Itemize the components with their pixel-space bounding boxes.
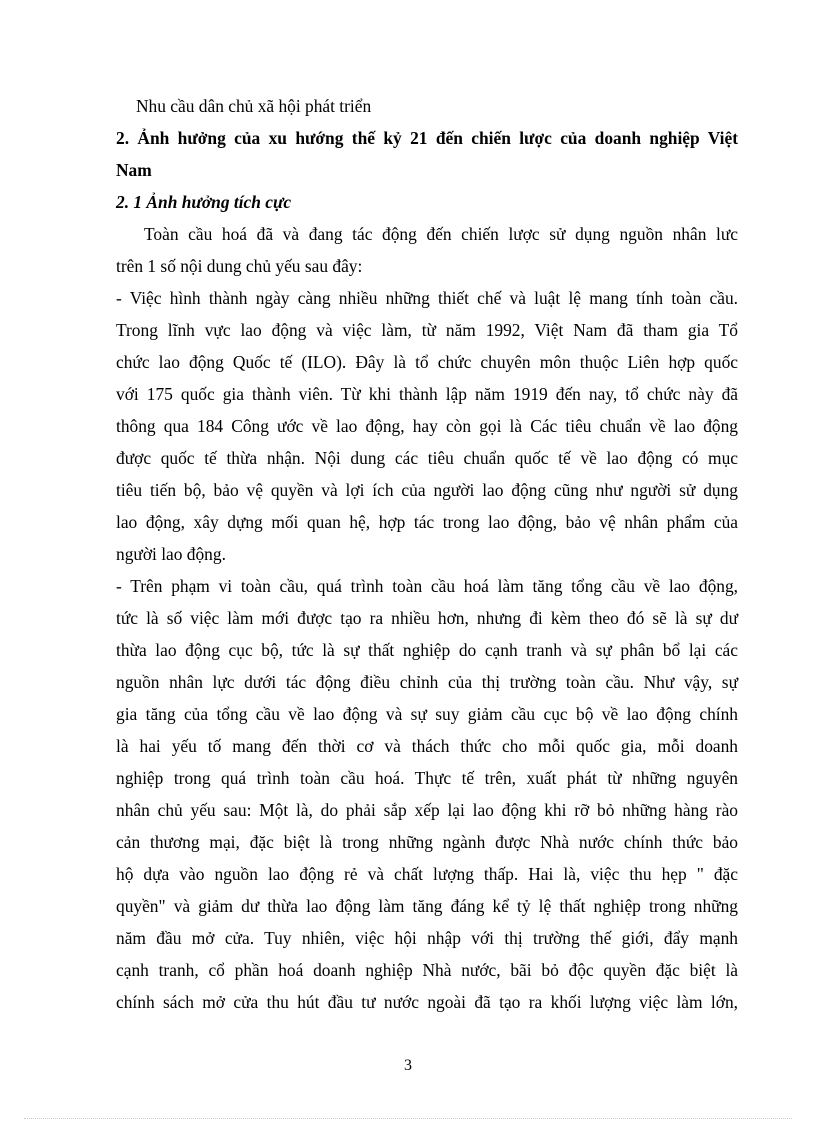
text-line: Trong lĩnh vực lao động và việc làm, từ năm 1992, Việt Nam đã tham gia Tổ [116, 320, 738, 340]
text-line: gia tăng của tổng cầu về lao động và sự suy giảm cầu cục bộ về lao động chính [116, 704, 738, 724]
text-line: với 175 quốc gia thành viên. Từ khi thành lập năm 1919 đến nay, tổ chức này đã [116, 384, 738, 404]
text-line: - Việc hình thành ngày càng nhiều những thiết chế và luật lệ mang tính toàn cầu. [116, 288, 738, 308]
text-line: tức là số việc làm mới được tạo ra nhiều hơn, nhưng đi kèm theo đó sẽ là sự dư [116, 608, 738, 628]
text-line: Nhu cầu dân chủ xã hội phát triển [136, 96, 372, 116]
text-line: thừa lao động cục bộ, tức là sự thất nghiệp do cạnh tranh và sự phân bổ lại các [116, 640, 738, 660]
text-line: trên 1 số nội dung chủ yếu sau đây: [116, 256, 363, 276]
text-line: nghiệp trong quá trình toàn cầu hoá. Thực tế trên, xuất phát từ những nguyên [116, 768, 738, 788]
section-heading: 2. Ảnh hưởng của xu hướng thế kỷ 21 đến chiến lược của doanh nghiệp Việt [116, 128, 738, 148]
text-line: người lao động. [116, 544, 226, 564]
text-line: thông qua 184 Công ước về lao động, hay còn gọi là Các tiêu chuẩn về lao động [116, 416, 738, 436]
text-line: quyền" và giảm dư thừa lao động làm tăng đáng kể tỷ lệ thất nghiệp trong những [116, 896, 738, 916]
text-line: nguồn nhân lực dưới tác động điều chỉnh của thị trường toàn cầu. Như vậy, sự [116, 672, 738, 692]
text-line: chính sách mở cửa thu hút đầu tư nước ngoài đã tạo ra khối lượng việc làm lớn, [116, 992, 738, 1012]
text-line: tiêu tiến bộ, bảo vệ quyền và lợi ích của người lao động cũng như người sử dụng [116, 480, 738, 500]
text-line: cạnh tranh, cổ phần hoá doanh nghiệp Nhà nước, bãi bỏ độc quyền đặc biệt là [116, 960, 738, 980]
text-line: cản thương mại, đặc biệt là trong những ngành được Nhà nước chính thức bảo [116, 832, 738, 852]
section-heading: Nam [116, 160, 152, 180]
page-bottom-rule [24, 1118, 792, 1119]
subsection-heading: 2. 1 Ảnh hưởng tích cực [116, 192, 292, 212]
text-line: chức lao động Quốc tế (ILO). Đây là tổ chức chuyên môn thuộc Liên hợp quốc [116, 352, 738, 372]
text-line: Toàn cầu hoá đã và đang tác động đến chiến lược sử dụng nguồn nhân lưc [144, 224, 738, 244]
text-line: được quốc tế thừa nhận. Nội dung các tiêu chuẩn quốc tế về lao động có mục [116, 448, 738, 468]
text-line: - Trên phạm vi toàn cầu, quá trình toàn cầu hoá làm tăng tổng cầu về lao động, [116, 576, 738, 596]
page-number: 3 [404, 1057, 412, 1074]
text-line: nhân chủ yếu sau: Một là, do phải sắp xếp lại lao động khi rỡ bỏ những hàng rào [116, 800, 738, 820]
text-line: lao động, xây dựng mối quan hệ, hợp tác trong lao động, bảo vệ nhân phẩm của [116, 512, 738, 532]
text-line: năm đầu mở cửa. Tuy nhiên, việc hội nhập với thị trường thế giới, đẩy mạnh [116, 928, 738, 948]
page-body [116, 90, 738, 1018]
text-line: là hai yếu tố mang đến thời cơ và thách thức cho mỗi quốc gia, mỗi doanh [116, 736, 738, 756]
text-line: hộ dựa vào nguồn lao động rẻ và chất lượng thấp. Hai là, việc thu hẹp " đặc [116, 864, 738, 884]
